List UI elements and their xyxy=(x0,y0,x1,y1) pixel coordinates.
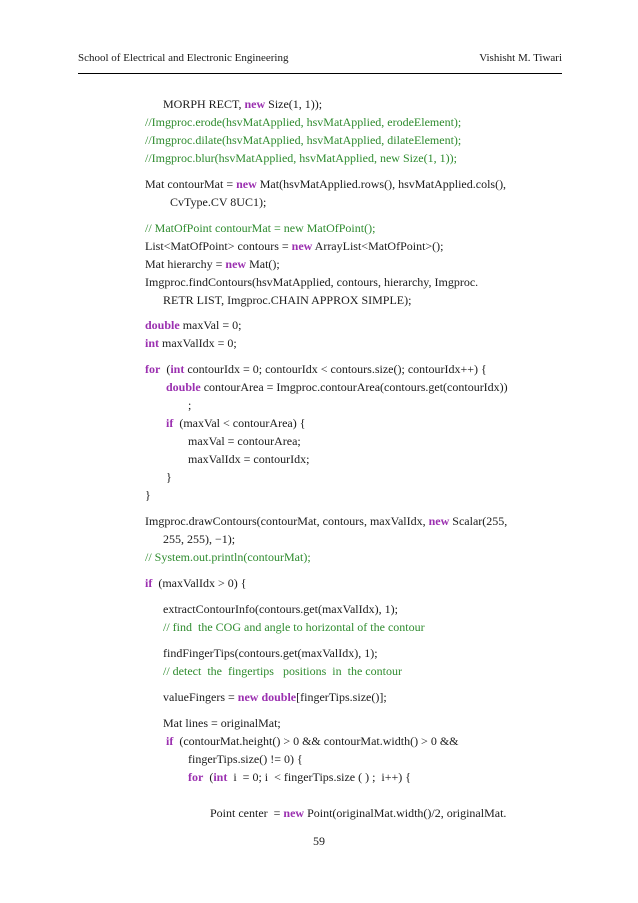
code-comment: // System.out.println(contourMat); xyxy=(145,550,311,564)
code-text: MORPH RECT, xyxy=(163,97,245,111)
code-text: ( xyxy=(203,770,214,784)
code-text: (maxVal < contourArea) { xyxy=(173,416,306,430)
code-line xyxy=(163,716,281,730)
code-line xyxy=(188,752,303,766)
code-text: (contourMat.height() > 0 && contourMat.width() > 0 && xyxy=(173,734,459,748)
code-keyword: if xyxy=(145,576,153,590)
code-line xyxy=(145,177,506,191)
code-text: Point center = xyxy=(210,806,284,820)
code-line xyxy=(145,151,457,165)
code-line xyxy=(163,690,387,704)
code-text: valueFingers = xyxy=(163,690,238,704)
code-line xyxy=(166,470,172,484)
code-line xyxy=(145,488,151,502)
code-line xyxy=(170,195,266,209)
code-line xyxy=(188,770,411,784)
code-keyword: if xyxy=(166,734,174,748)
code-keyword: new xyxy=(291,239,313,253)
code-line xyxy=(145,318,241,332)
code-line xyxy=(145,514,507,528)
code-text: } xyxy=(145,488,151,502)
code-line xyxy=(166,416,306,430)
code-text: maxValIdx = 0; xyxy=(159,336,237,350)
running-header xyxy=(78,52,562,72)
header-author: Vishisht M. Tiwari xyxy=(479,52,562,64)
code-keyword: new xyxy=(225,257,247,271)
code-line xyxy=(188,452,309,466)
code-line xyxy=(163,620,425,634)
code-text: List<MatOfPoint> contours = xyxy=(145,239,292,253)
code-line xyxy=(145,115,461,129)
code-keyword: new xyxy=(283,806,305,820)
code-text: extractContourInfo(contours.get(maxValIdx), 1); xyxy=(163,602,398,616)
code-line xyxy=(188,434,301,448)
code-line xyxy=(145,133,461,147)
code-keyword: if xyxy=(166,416,174,430)
code-text: (maxValIdx > 0) { xyxy=(152,576,247,590)
code-line xyxy=(145,239,444,253)
code-comment: //Imgproc.erode(hsvMatApplied, hsvMatApplied, erodeElement); xyxy=(145,115,462,129)
code-comment: //Imgproc.blur(hsvMatApplied, hsvMatApplied, new Size(1, 1)); xyxy=(145,151,457,165)
code-text: contourIdx = 0; contourIdx < contours.size(); contourIdx++) { xyxy=(184,362,487,376)
page-number: 59 xyxy=(313,834,325,848)
code-text: Mat hierarchy = xyxy=(145,257,226,271)
code-text: CvType.CV 8UC1); xyxy=(170,195,267,209)
code-text: fingerTips.size() != 0) { xyxy=(188,752,303,766)
code-text: ( xyxy=(160,362,171,376)
code-comment: // MatOfPoint contourMat = new MatOfPoint(); xyxy=(145,221,376,235)
code-keyword: new xyxy=(428,514,450,528)
code-keyword: int xyxy=(145,336,160,350)
code-keyword: new xyxy=(244,97,266,111)
code-text: RETR LIST, Imgproc.CHAIN APPROX SIMPLE); xyxy=(163,293,412,307)
code-keyword: double xyxy=(166,380,201,394)
code-line xyxy=(145,576,247,590)
code-line xyxy=(145,275,478,289)
code-line xyxy=(210,806,506,820)
code-keyword: new xyxy=(237,690,259,704)
code-keyword: for xyxy=(145,362,161,376)
code-text: i = 0; i < fingerTips.size ( ) ; i++) { xyxy=(227,770,412,784)
code-text: Scalar(255, xyxy=(449,514,508,528)
code-line xyxy=(145,550,311,564)
code-text: maxValIdx = contourIdx; xyxy=(188,452,310,466)
code-text: } xyxy=(166,470,172,484)
code-text: Point(originalMat.width()/2, originalMat. xyxy=(304,806,507,820)
code-keyword: double xyxy=(261,690,297,704)
code-text: maxVal = contourArea; xyxy=(188,434,301,448)
header-rule xyxy=(78,73,562,74)
code-text: 255, 255), −1); xyxy=(163,532,236,546)
code-comment: // detect the fingertips positions in the contour xyxy=(163,664,402,678)
code-keyword: double xyxy=(145,318,180,332)
code-line xyxy=(166,734,459,748)
code-text: contourArea = Imgproc.contourArea(contours.get(contourIdx)) xyxy=(200,380,508,394)
code-comment: // find the COG and angle to horizontal of the contour xyxy=(163,620,425,634)
code-text: ; xyxy=(188,398,192,412)
code-text: Mat lines = originalMat; xyxy=(163,716,281,730)
code-line xyxy=(145,336,237,350)
code-keyword: new xyxy=(236,177,257,191)
code-text: findFingerTips(contours.get(maxValIdx), 1); xyxy=(163,646,378,660)
code-text: Imgproc.findContours(hsvMatApplied, contours, hierarchy, Imgproc. xyxy=(145,275,479,289)
code-line xyxy=(188,398,191,412)
code-line xyxy=(163,664,402,678)
code-line xyxy=(145,221,375,235)
code-line xyxy=(163,646,378,660)
code-text: maxVal = 0; xyxy=(179,318,242,332)
code-line xyxy=(145,257,280,271)
code-line xyxy=(163,532,235,546)
code-comment: //Imgproc.dilate(hsvMatApplied, hsvMatApplied, dilateElement); xyxy=(145,133,462,147)
code-text: Mat contourMat = xyxy=(145,177,237,191)
code-line xyxy=(145,362,487,376)
code-text: ArrayList<MatOfPoint>(); xyxy=(312,239,444,253)
code-keyword: for xyxy=(188,770,204,784)
code-line xyxy=(163,97,322,111)
code-line xyxy=(166,380,508,394)
code-text: [fingerTips.size()]; xyxy=(296,690,387,704)
code-keyword: int xyxy=(213,770,228,784)
code-text: Mat(hsvMatApplied.rows(), hsvMatApplied.cols(), xyxy=(256,177,507,191)
code-text: Mat(); xyxy=(246,257,280,271)
code-text: Imgproc.drawContours(contourMat, contours, maxValIdx, xyxy=(145,514,429,528)
header-institution: School of Electrical and Electronic Engineering xyxy=(78,52,289,64)
code-text: Size(1, 1)); xyxy=(265,97,323,111)
code-keyword: int xyxy=(170,362,185,376)
code-line xyxy=(163,602,398,616)
code-line xyxy=(163,293,411,307)
